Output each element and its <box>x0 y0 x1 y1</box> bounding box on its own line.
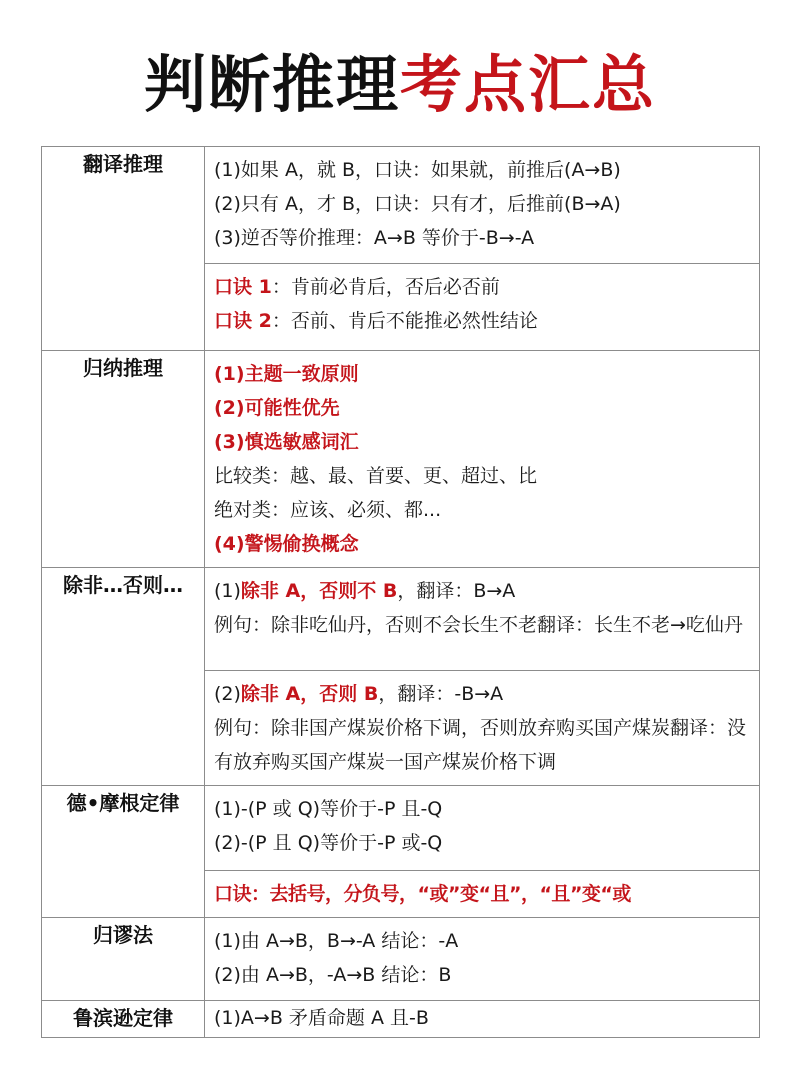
tip-text: ：否前、肯后不能推必然性结论 <box>271 310 538 332</box>
unless-case-1-example: 例句：除非吃仙丹，否则不会长生不老翻译：长生不老→吃仙丹 <box>214 614 743 636</box>
section-label-demorgan: 德•摩根定律 <box>42 786 205 918</box>
section-label-lubin: 鲁滨逊定律 <box>42 1001 205 1038</box>
translation-rules-cell <box>205 147 760 264</box>
unless-case-2-example: 例句：除非国产煤炭价格下调，否则放弃购买国产煤炭翻译：没有放弃购买国产煤炭一国产煤炭价格下调 <box>214 717 747 773</box>
unless-case-1-rule <box>214 574 751 608</box>
demorgan-rule-2: (2)-(P 且 Q)等价于-P 或-Q <box>214 832 443 854</box>
demorgan-rules-cell <box>205 786 760 871</box>
tip-key: 口诀 1 <box>214 276 272 298</box>
unless-case-2-cell <box>205 671 760 786</box>
table-row <box>42 568 760 671</box>
translation-tip-1 <box>214 270 751 304</box>
summary-table <box>41 146 760 1038</box>
unless-case-2-rule <box>214 677 751 711</box>
induction-rule-4: (4)警惕偷换概念 <box>214 533 359 555</box>
table-row <box>42 918 760 1001</box>
table-row <box>42 1001 760 1038</box>
translation-rule-3: (3)逆否等价推理：A→B 等价于-B→-A <box>214 227 535 249</box>
unless-case-1-cell <box>205 568 760 671</box>
absurd-cell <box>205 918 760 1001</box>
case-prefix: (2) <box>214 683 241 705</box>
demorgan-tip: 口诀：去括号，分负号，“或”变“且”，“且”变“或 <box>214 883 631 905</box>
translation-rule-2: (2)只有 A，才 B，口诀：只有才，后推前(B→A) <box>214 193 621 215</box>
induction-rule-2: (2)可能性优先 <box>214 397 340 419</box>
case-prefix: (1) <box>214 580 241 602</box>
case-bold: 除非 A，否则不 B <box>240 580 398 602</box>
induction-compare-words: 比较类：越、最、首要、更、超过、比 <box>214 465 538 487</box>
page-title <box>0 40 800 130</box>
induction-absolute-words: 绝对类：应该、必须、都... <box>214 499 442 521</box>
section-label-absurd: 归谬法 <box>42 918 205 1001</box>
induction-cell <box>205 351 760 568</box>
lubin-rule: (1)A→B 矛盾命题 A 且-B <box>214 1007 429 1029</box>
case-suffix: ，翻译：-B→A <box>378 683 504 705</box>
induction-rule-1: (1)主题一致原则 <box>214 363 359 385</box>
demorgan-rule-1: (1)-(P 或 Q)等价于-P 且-Q <box>214 798 443 820</box>
case-bold: 除非 A，否则 B <box>240 683 379 705</box>
tip-text: ：肯前必肯后，否后必否前 <box>271 276 500 298</box>
absurd-rule-2: (2)由 A→B，-A→B 结论：B <box>214 964 452 986</box>
translation-rule-1: (1)如果 A，就 B，口诀：如果就，前推后(A→B) <box>214 159 621 181</box>
absurd-rule-1: (1)由 A→B，B→-A 结论：-A <box>214 930 459 952</box>
section-label-unless: 除非…否则… <box>42 568 205 786</box>
section-label-induction: 归纳推理 <box>42 351 205 568</box>
title-part-red: 考点汇总 <box>400 48 657 121</box>
translation-tips-cell <box>205 264 760 351</box>
title-part-black: 判断推理 <box>143 48 400 121</box>
induction-rule-3: (3)慎选敏感词汇 <box>214 431 359 453</box>
lubin-cell <box>205 1001 760 1038</box>
translation-tip-2 <box>214 304 751 338</box>
table-row <box>42 147 760 264</box>
tip-key: 口诀 2 <box>214 310 272 332</box>
table-row <box>42 786 760 871</box>
demorgan-tip-cell <box>205 871 760 918</box>
section-label-translation: 翻译推理 <box>42 147 205 351</box>
case-suffix: ，翻译：B→A <box>397 580 516 602</box>
table-row <box>42 351 760 568</box>
